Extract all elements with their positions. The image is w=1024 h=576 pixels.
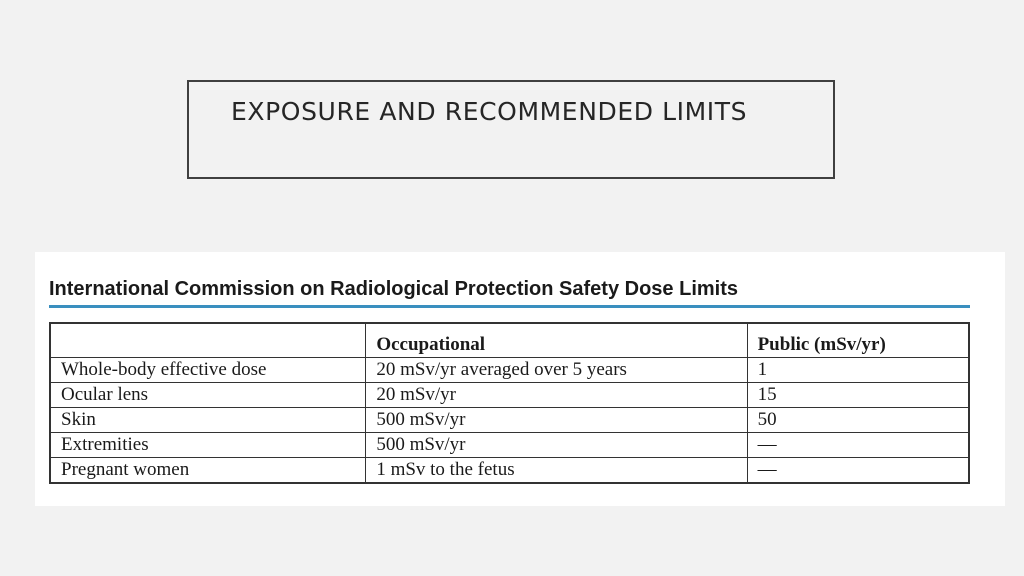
occupational-limit: 20 mSv/yr averaged over 5 years: [366, 358, 747, 383]
dose-limits-table: [49, 322, 970, 484]
public-limit: —: [747, 433, 969, 458]
public-limit: 1: [747, 358, 969, 383]
header-cell-occupational: Occupational: [366, 323, 747, 358]
table-row: [50, 383, 969, 408]
table-row: [50, 433, 969, 458]
row-label: Pregnant women: [50, 458, 366, 484]
slide-title: EXPOSURE AND RECOMMENDED LIMITS: [231, 97, 748, 126]
public-limit: 15: [747, 383, 969, 408]
occupational-limit: 20 mSv/yr: [366, 383, 747, 408]
row-label: Skin: [50, 408, 366, 433]
slide-title-box: [187, 80, 835, 179]
row-label: Ocular lens: [50, 383, 366, 408]
figure-caption: International Commission on Radiological Protection Safety Dose Limits: [49, 278, 738, 300]
table-row: [50, 408, 969, 433]
table-row: [50, 358, 969, 383]
occupational-limit: 500 mSv/yr: [366, 433, 747, 458]
table-header-row: [50, 323, 969, 358]
dose-limits-figure: [35, 252, 1005, 506]
occupational-limit: 500 mSv/yr: [366, 408, 747, 433]
public-limit: 50: [747, 408, 969, 433]
row-label: Extremities: [50, 433, 366, 458]
table-row: [50, 458, 969, 484]
row-label: Whole-body effective dose: [50, 358, 366, 383]
header-cell-category: [50, 323, 366, 358]
header-cell-public: Public (mSv/yr): [747, 323, 969, 358]
public-limit: —: [747, 458, 969, 484]
occupational-limit: 1 mSv to the fetus: [366, 458, 747, 484]
caption-rule: [49, 305, 970, 308]
